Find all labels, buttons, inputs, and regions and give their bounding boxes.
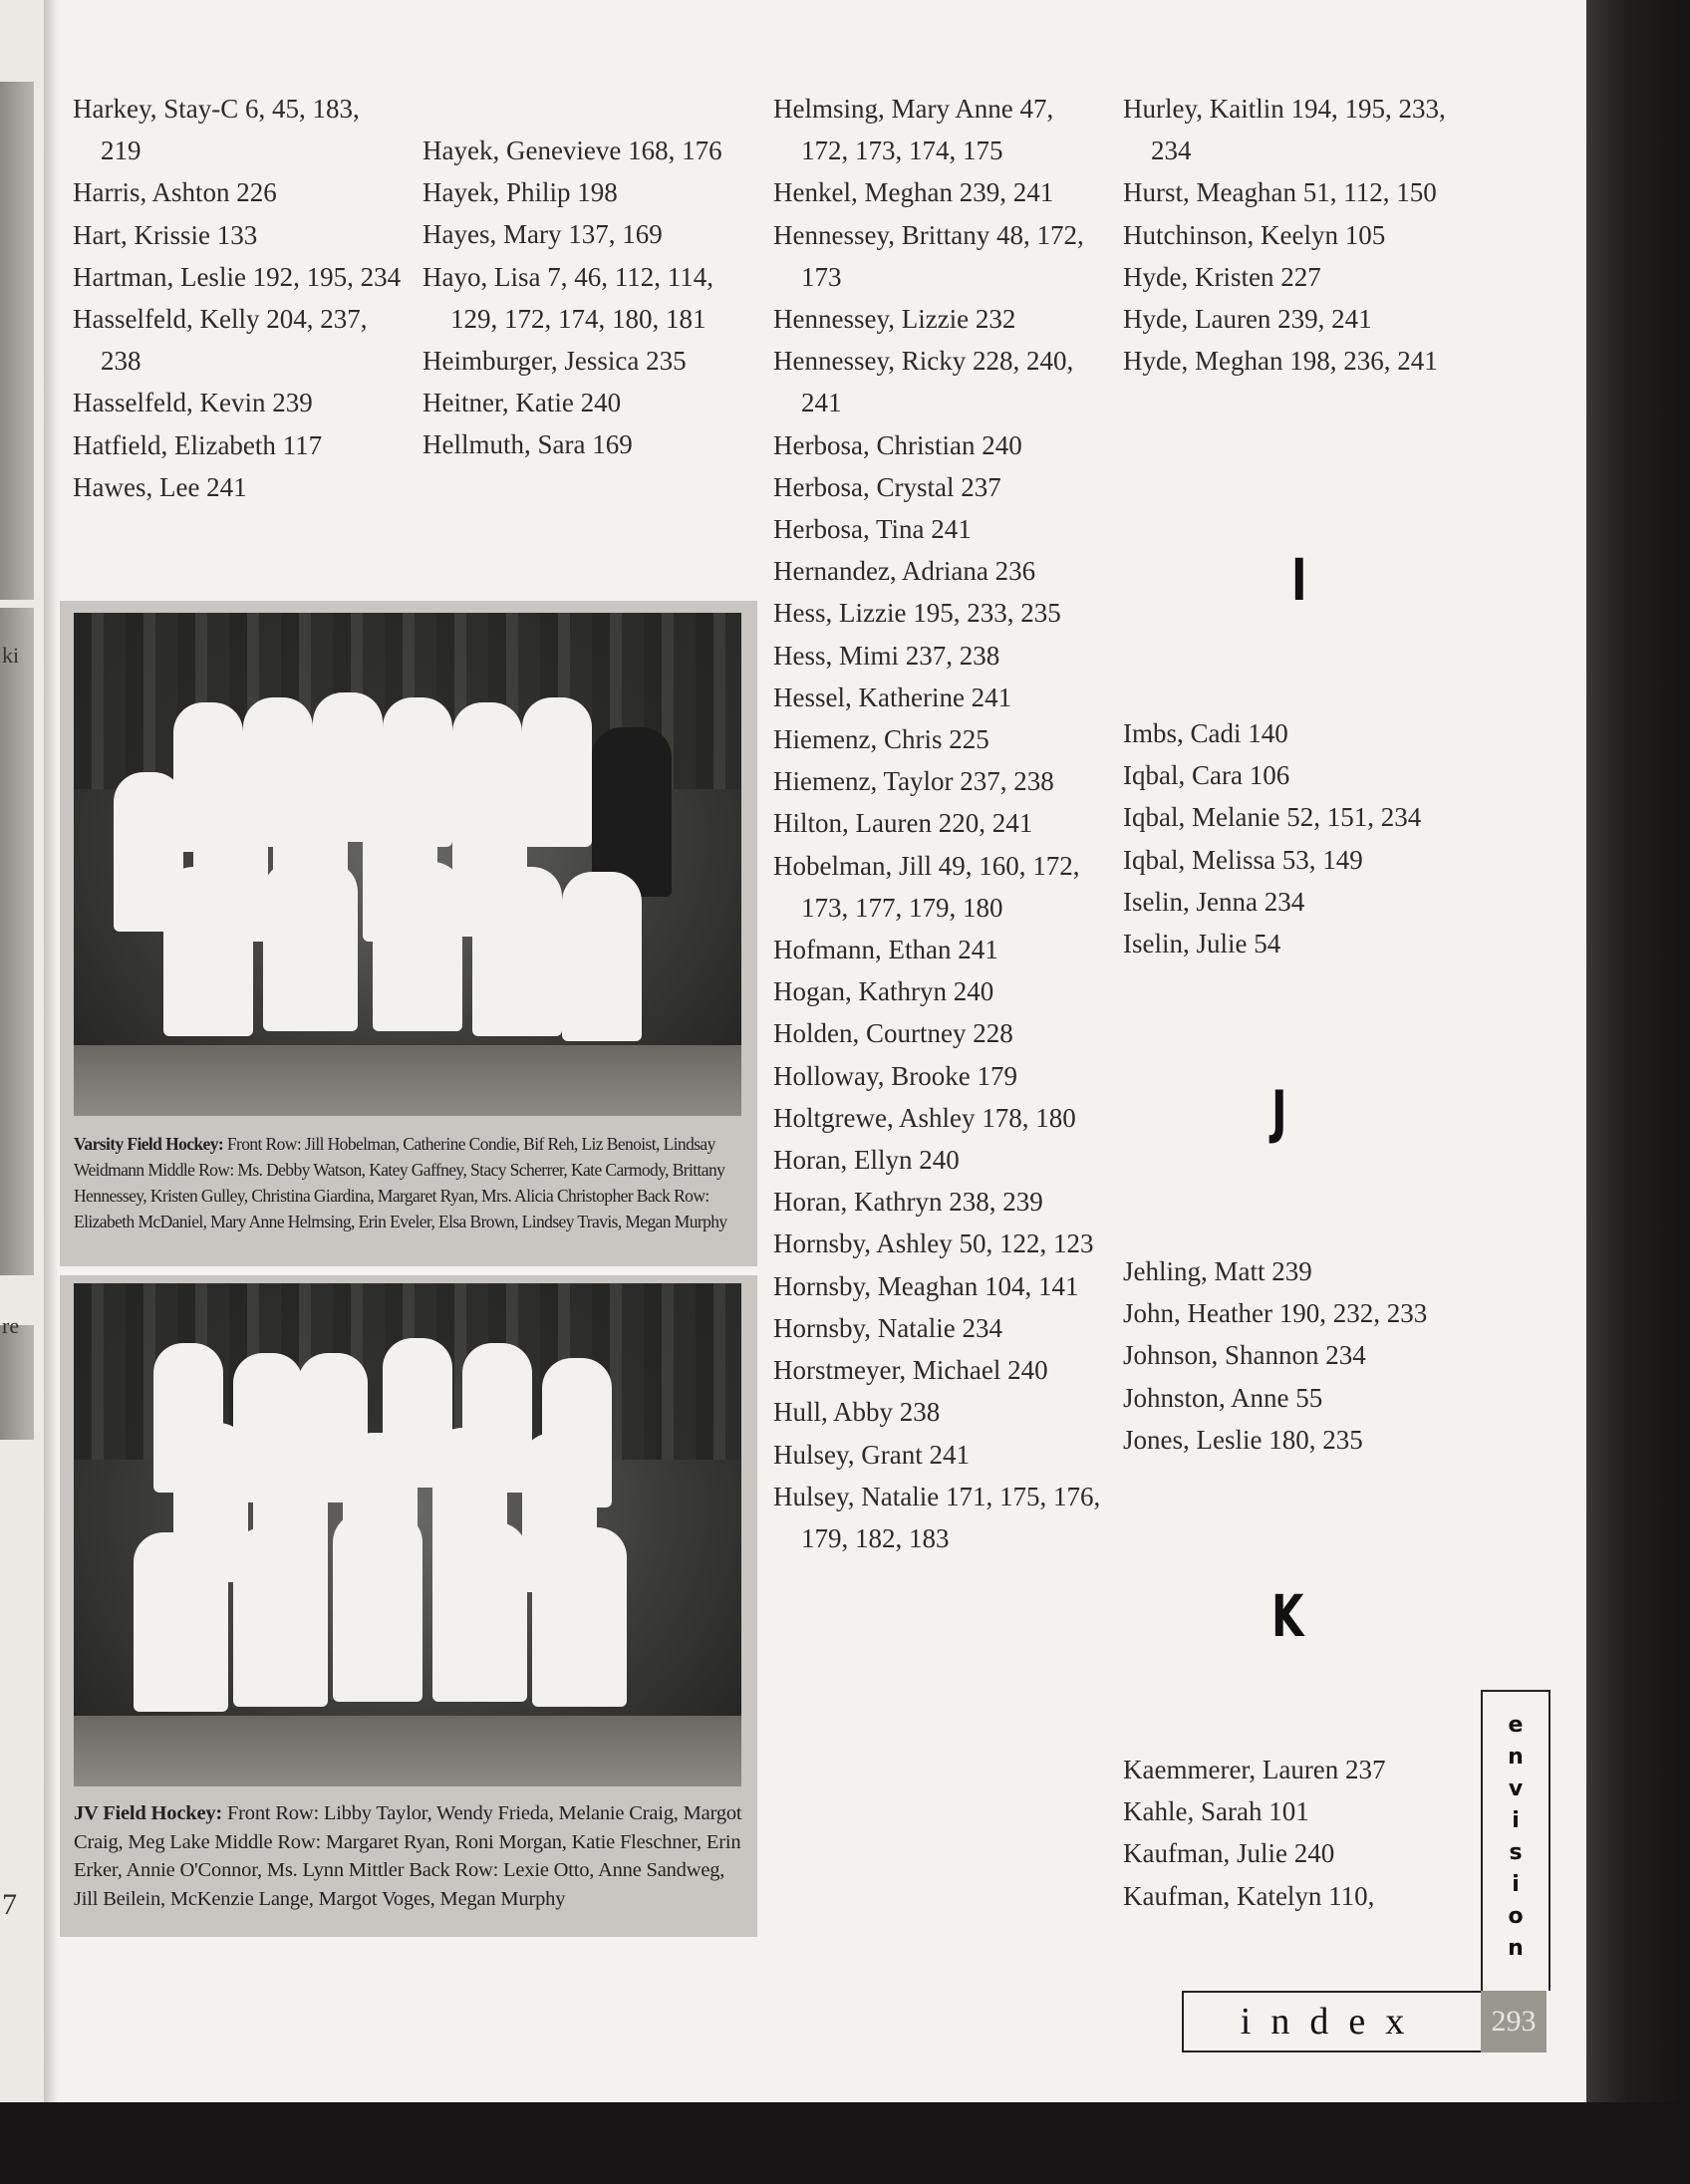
jv-photo-caption — [74, 1799, 747, 1913]
index-entry: Holden, Courtney 228 — [773, 1018, 1013, 1049]
varsity-team-photo — [74, 613, 741, 1116]
index-entry: Heimburger, Jessica 235 — [422, 346, 687, 377]
index-entry: Hennessey, Brittany 48, 172, 173 — [773, 219, 1084, 292]
index-entry: Kaemmerer, Lauren 237 — [1123, 1755, 1386, 1784]
index-entry: Hayek, Genevieve 168, 176 — [422, 136, 722, 165]
scan-background — [0, 2102, 1690, 2184]
index-entry: Hyde, Kristen 227 — [1123, 261, 1321, 292]
index-entry: Hornsby, Ashley 50, 122, 123 — [773, 1228, 1094, 1259]
index-entry: Iselin, Jenna 234 — [1123, 886, 1305, 917]
tab-letter: n — [1508, 1936, 1524, 1961]
index-entry: Henkel, Meghan 239, 241 — [773, 177, 1054, 208]
index-column-4-j — [1123, 1250, 1452, 1461]
index-entry: Holloway, Brooke 179 — [773, 1060, 1017, 1091]
index-entry: Hawes, Lee 241 — [73, 471, 247, 502]
section-letter-i: I — [1291, 546, 1307, 614]
caption-text: Front Row: Jill Hobelman, Catherine Condie, Bif Reh, Liz Benoist, Lindsay Weidmann Middle Row: Ms. Debby Watson, Katey Gaffney, Stacy Scherrer, Kate Carmody, Brittany Hennessey, Kristen Gulley, Christina Giardina, Margaret Ryan, Mrs. Alicia Christopher Back Row: Elizabeth McDaniel, Mary Anne Helmsing, Erin Eveler, Elsa Brown, Lindsey Travis, Megan Murphy — [74, 1134, 727, 1231]
caption-text: Front Row: Libby Taylor, Wendy Frieda, Melanie Craig, Margot Craig, Meg Lake Middle Row: Margaret Ryan, Roni Morgan, Katie Fleschner, Erin Erker, Annie O'Connor, Ms. Lynn Mittler Back Row: Lexie Otto, Anne Sandweg, Jill Beilein, McKenzie Lange, Margot Voges, Megan Murphy — [74, 1802, 742, 1910]
index-entry: Iqbal, Cara 106 — [1123, 760, 1290, 791]
tab-letter: e — [1508, 1713, 1524, 1738]
index-entry: Hurley, Kaitlin 194, 195, 233, 234 — [1123, 94, 1446, 166]
book-edge — [1586, 0, 1690, 2184]
index-entry: Hess, Mimi 237, 238 — [773, 640, 1000, 671]
index-entry: Horan, Kathryn 238, 239 — [773, 1187, 1043, 1218]
previous-page-photo-strip — [0, 1325, 34, 1440]
tab-letter: i — [1512, 1872, 1520, 1897]
tab-letter: s — [1509, 1840, 1523, 1865]
index-entry: Hartman, Leslie 192, 195, 234 — [73, 261, 402, 292]
index-entry: Horan, Ellyn 240 — [773, 1145, 960, 1176]
index-entry: Hornsby, Natalie 234 — [773, 1312, 1002, 1343]
section-label-box: index — [1182, 1991, 1483, 2052]
index-entry: Hogan, Kathryn 240 — [773, 976, 994, 1007]
index-entry: Hyde, Lauren 239, 241 — [1123, 304, 1372, 335]
index-entry: Johnson, Shannon 234 — [1123, 1340, 1366, 1371]
index-entry: Iqbal, Melissa 53, 149 — [1123, 844, 1363, 875]
player-figure — [233, 1527, 328, 1707]
index-entry: Heitner, Katie 240 — [422, 388, 622, 418]
player-figure — [522, 697, 592, 847]
index-entry: Hart, Krissie 133 — [73, 219, 258, 250]
index-entry: Hasselfeld, Kevin 239 — [73, 388, 313, 418]
index-entry: Helmsing, Mary Anne 47, 172, 173, 174, 175 — [773, 94, 1054, 166]
player-figure — [432, 1522, 527, 1702]
index-entry: Imbs, Cadi 140 — [1123, 718, 1288, 748]
book-gutter — [44, 0, 58, 2102]
previous-page-text-fragment: re — [2, 1313, 20, 1338]
player-figure — [134, 1532, 228, 1712]
index-entry: Kahle, Sarah 101 — [1123, 1796, 1309, 1827]
previous-page-photo-strip — [0, 608, 34, 1275]
player-figure — [373, 862, 462, 1031]
index-entry: Hiemenz, Chris 225 — [773, 724, 989, 755]
index-entry: Hayo, Lisa 7, 46, 112, 114, 129, 172, 174, 180, 181 — [422, 261, 713, 334]
player-figure — [472, 867, 562, 1036]
index-entry: Hyde, Meghan 198, 236, 241 — [1123, 346, 1438, 377]
goalie-figure — [333, 1512, 422, 1702]
index-entry: Hessel, Katherine 241 — [773, 682, 1012, 712]
index-entry: Hennessey, Ricky 228, 240, 241 — [773, 346, 1074, 418]
index-entry: Harris, Ashton 226 — [73, 177, 277, 208]
index-entry: Hiemenz, Taylor 237, 238 — [773, 766, 1054, 797]
player-figure — [532, 1527, 627, 1707]
index-entry: Harkey, Stay-C 6, 45, 183, 219 — [73, 94, 360, 166]
photo-ground — [74, 1045, 741, 1116]
index-column-2 — [422, 130, 761, 466]
tab-letter: i — [1512, 1808, 1520, 1833]
tab-letter: v — [1508, 1776, 1524, 1801]
index-entry: Hornsby, Meaghan 104, 141 — [773, 1270, 1079, 1301]
player-figure — [163, 867, 253, 1036]
index-entry: Hull, Abby 238 — [773, 1397, 941, 1428]
index-entry: Hasselfeld, Kelly 204, 237, 238 — [73, 304, 368, 377]
player-figure — [263, 862, 358, 1031]
caption-title: Varsity Field Hockey: — [74, 1134, 224, 1154]
index-entry: Herbosa, Tina 241 — [773, 514, 972, 545]
index-entry: Hulsey, Grant 241 — [773, 1439, 970, 1470]
previous-page-text-fragment: 7 — [2, 1888, 17, 1921]
index-entry: Hobelman, Jill 49, 160, 172, 173, 177, 179, 180 — [773, 850, 1080, 923]
caption-title: JV Field Hockey: — [74, 1802, 223, 1824]
index-entry: Holtgrewe, Ashley 178, 180 — [773, 1102, 1076, 1133]
index-entry: Hayes, Mary 137, 169 — [422, 219, 663, 250]
index-entry: Iqbal, Melanie 52, 151, 234 — [1123, 802, 1422, 833]
index-entry: Herbosa, Crystal 237 — [773, 471, 1001, 502]
section-letter-j: J — [1271, 1078, 1287, 1146]
index-entry: Kaufman, Julie 240 — [1123, 1838, 1335, 1869]
envision-vertical-tab — [1481, 1690, 1550, 1991]
index-entry: Herbosa, Christian 240 — [773, 429, 1022, 460]
index-entry: Hayek, Philip 198 — [422, 177, 618, 208]
index-entry: Hatfield, Elizabeth 117 — [73, 429, 323, 460]
photo-ground — [74, 1716, 741, 1786]
index-entry: Johnston, Anne 55 — [1123, 1382, 1323, 1413]
jv-team-photo — [74, 1283, 741, 1786]
index-column-4-h — [1123, 88, 1452, 382]
index-column-3 — [773, 88, 1102, 1559]
index-entry: John, Heather 190, 232, 233 — [1123, 1298, 1428, 1329]
section-letter-k: K — [1271, 1582, 1304, 1650]
index-entry: Horstmeyer, Michael 240 — [773, 1355, 1048, 1386]
index-entry: Jehling, Matt 239 — [1123, 1256, 1312, 1286]
index-entry: Jones, Leslie 180, 235 — [1123, 1424, 1363, 1455]
goalie-figure — [562, 872, 642, 1041]
varsity-photo-caption — [74, 1131, 747, 1254]
index-column-1 — [73, 88, 402, 508]
index-column-4-i — [1123, 712, 1452, 964]
previous-page-photo-strip — [0, 82, 34, 600]
index-entry: Hutchinson, Keelyn 105 — [1123, 219, 1386, 250]
index-entry: Hess, Lizzie 195, 233, 235 — [773, 598, 1061, 629]
index-entry: Hellmuth, Sara 169 — [422, 429, 633, 460]
previous-page-text-fragment: ki — [2, 643, 20, 668]
tab-letter: n — [1508, 1745, 1524, 1770]
page-number: 293 — [1481, 1991, 1547, 2052]
index-column-4-k — [1123, 1749, 1452, 1917]
index-entry: Hennessey, Lizzie 232 — [773, 304, 1016, 335]
index-entry: Hurst, Meaghan 51, 112, 150 — [1123, 177, 1437, 208]
index-entry: Kaufman, Katelyn 110, — [1123, 1880, 1375, 1911]
index-entry: Hulsey, Natalie 171, 175, 176, 179, 182, 183 — [773, 1481, 1101, 1553]
tab-letter: o — [1508, 1904, 1524, 1929]
index-entry: Hofmann, Ethan 241 — [773, 935, 998, 965]
index-entry: Hernandez, Adriana 236 — [773, 556, 1036, 587]
index-entry: Hilton, Lauren 220, 241 — [773, 808, 1033, 839]
index-entry: Iselin, Julie 54 — [1123, 929, 1281, 959]
